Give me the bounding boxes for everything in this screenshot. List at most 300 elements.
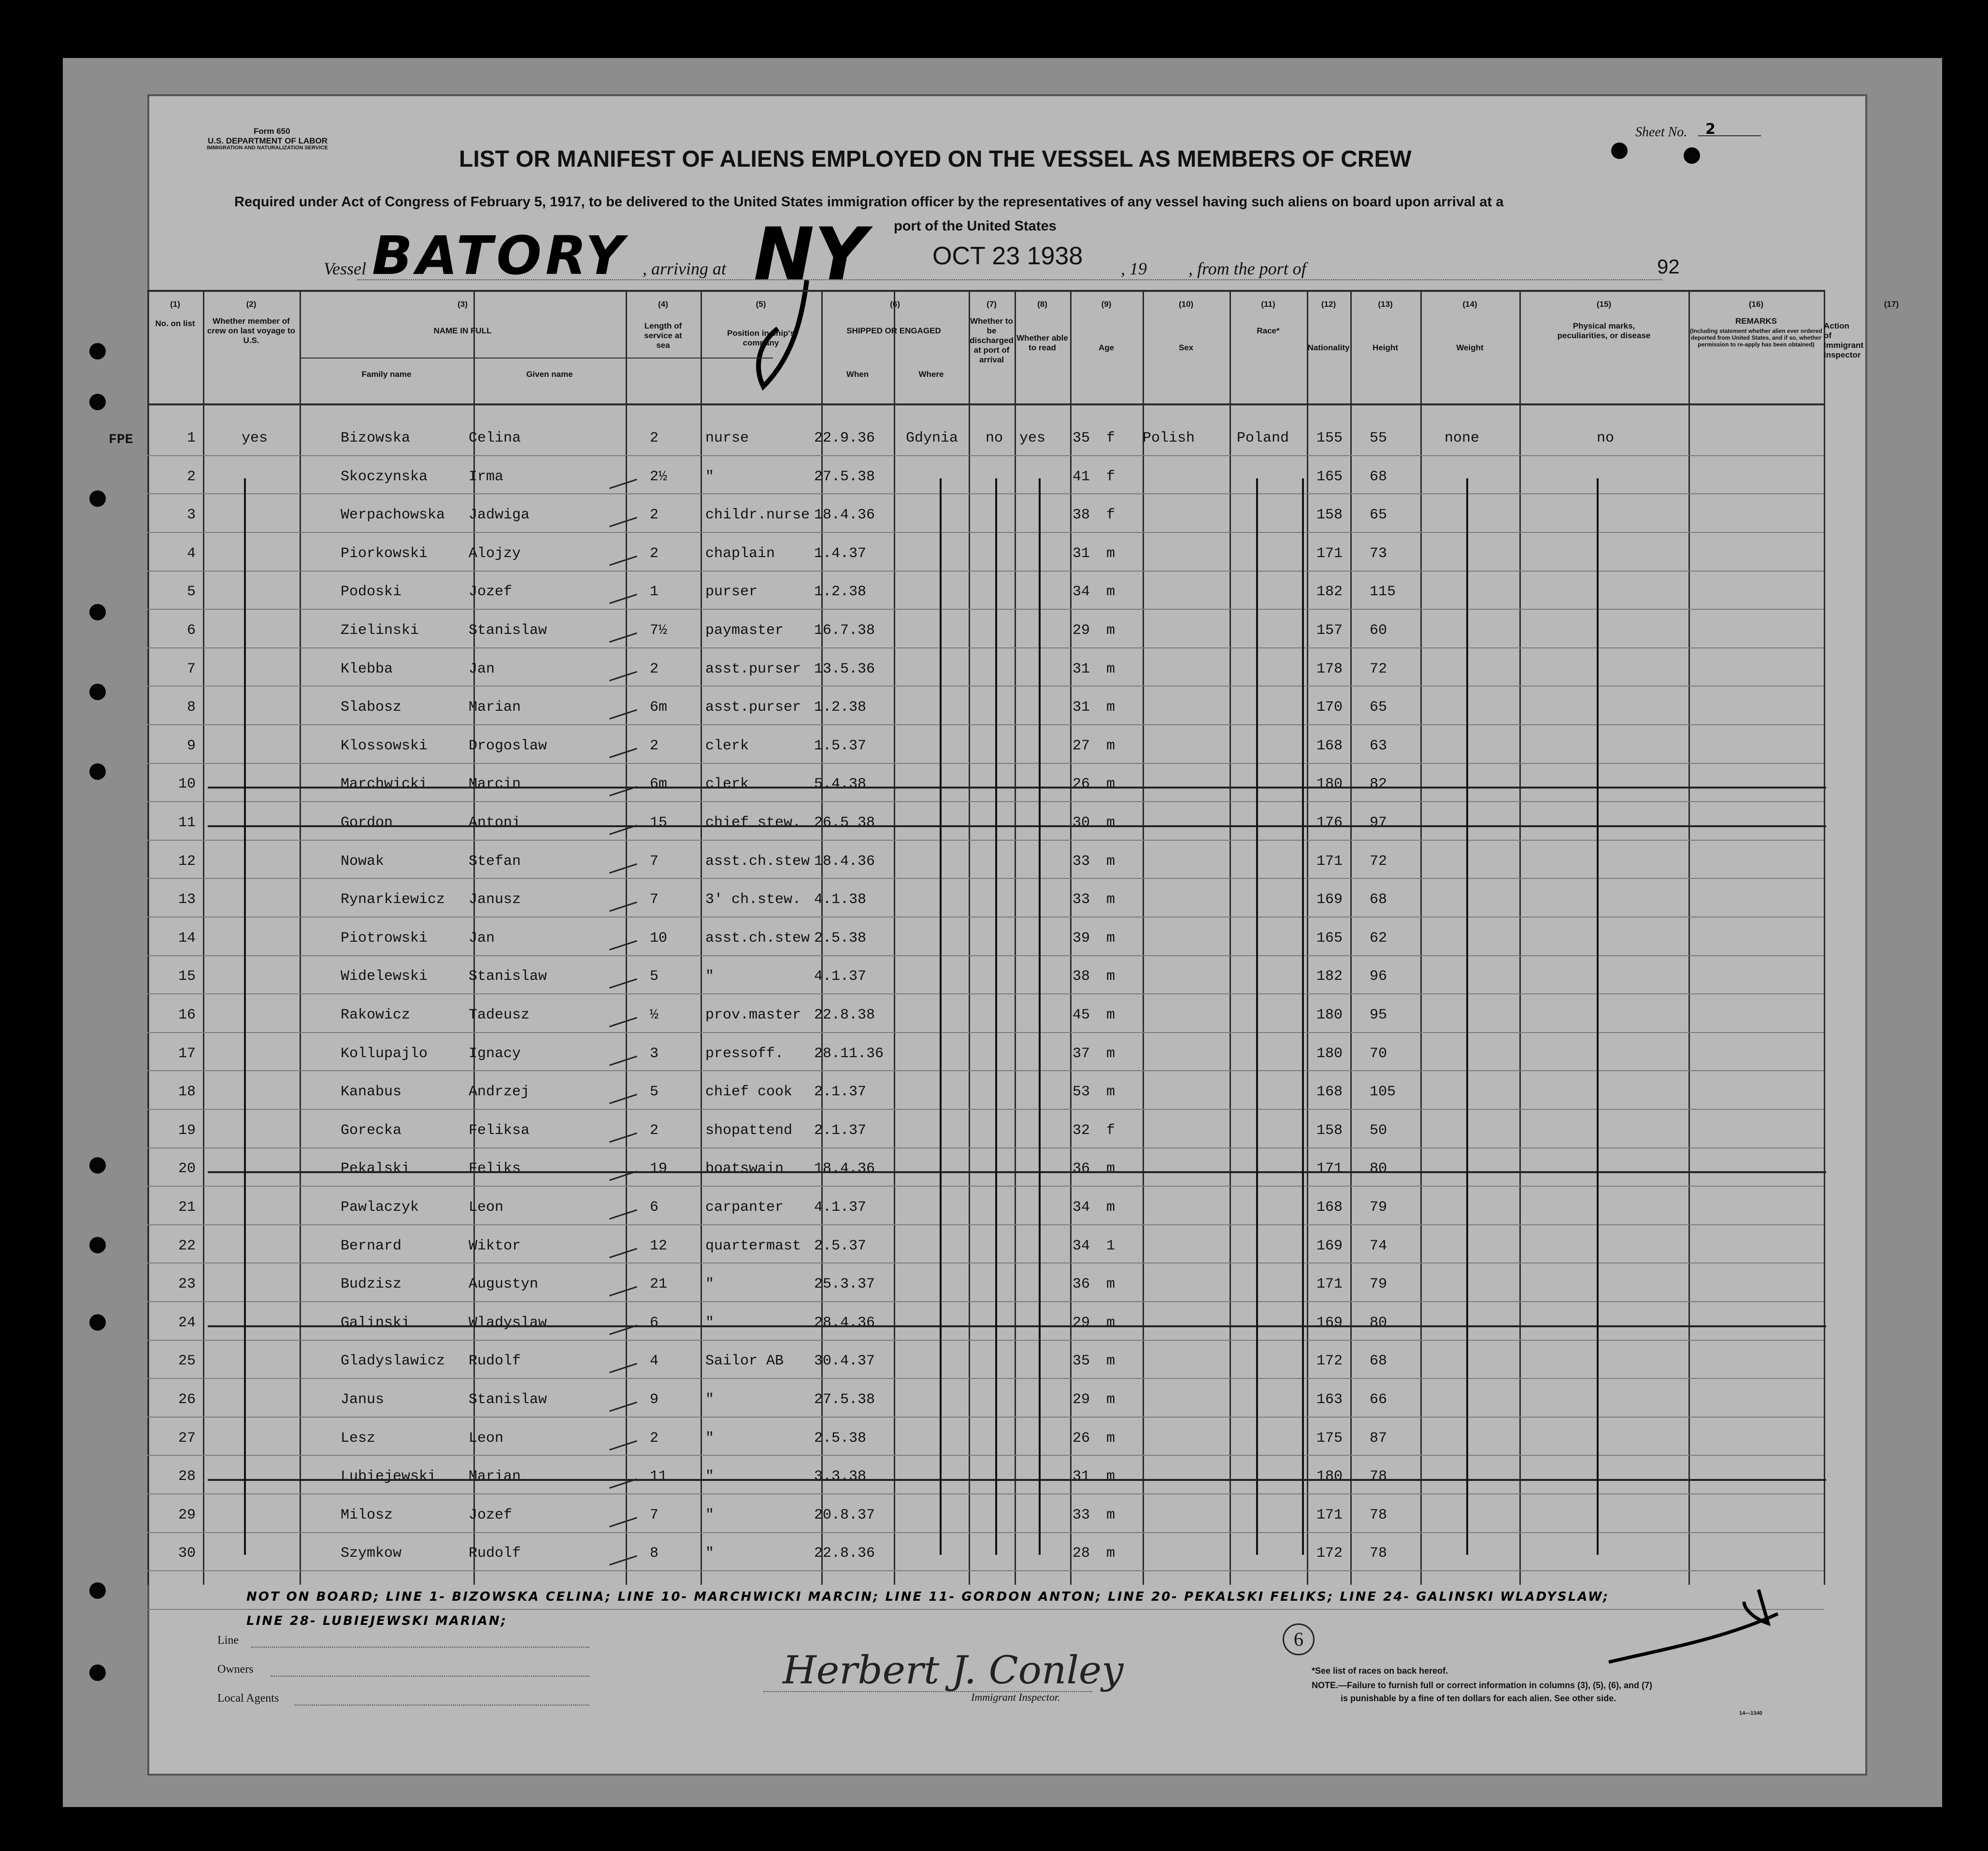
cell-service: 2½ [650,468,668,485]
header-c6: SHIPPED OR ENGAGED [846,326,941,335]
cell-family: Nowak [341,853,385,870]
cell-sex: m [1106,776,1116,793]
cell-family: Werpachowska [341,507,445,524]
row-rule [147,493,1824,494]
service-name: IMMIGRATION AND NATURALIZATION SERVICE [207,145,328,151]
check-tick [609,1209,637,1220]
check-tick [609,940,637,950]
cell-no: 21 [178,1199,196,1216]
cell-given: Jozef [469,1507,513,1523]
cell-height: 165 [1316,930,1343,947]
strike-through [208,1325,1826,1327]
check-tick [609,863,637,873]
cell-family: Gladyslawicz [341,1353,445,1370]
cell-no: 8 [186,699,196,716]
column-number: (11) [1261,300,1275,309]
ditto-line [940,478,942,1555]
cell-when: 1.5.37 [814,737,867,754]
column-rule [1420,290,1422,1585]
page-subtitle-2: port of the United States [894,218,1057,234]
approval-check-mark [1599,1580,1792,1667]
row-rule [147,878,1824,879]
cell-height: 168 [1316,737,1343,754]
cell-age: 53 [1073,1084,1090,1101]
cell-no: 22 [178,1237,196,1254]
not-on-board-note: NOT ON BOARD; LINE 1- BIZOWSKA CELINA; LINE 10- MARCHWICKI MARCIN; LINE 11- GORDON ANTON; LINE 20- PEKALSKI FELIKS; LINE 24- GALINSKI WLADYSLAW; [246,1590,1610,1604]
cell-family: Pekalski [341,1161,411,1177]
cell-when: 4.1.37 [814,1199,867,1216]
cell-position: " [705,1468,715,1485]
cell-age: 38 [1073,968,1090,985]
header-c3a: Family name [361,370,412,379]
cell-family: Widelewski [341,968,428,985]
check-tick [609,748,637,758]
cell-position: chief stew. [705,815,801,831]
cell-position: " [705,1392,715,1408]
row-rule [147,1070,1824,1071]
column-number: (2) [246,300,257,309]
cell-weight: 78 [1370,1507,1387,1523]
cell-no: 14 [178,930,196,947]
binder-hole [89,394,106,410]
row-rule [147,993,1824,994]
cell-weight: 115 [1370,584,1396,601]
cell-prev: yes [242,430,268,446]
cell-given: Alojzy [469,545,521,562]
cell-given: Janusz [469,891,521,908]
column-number: (5) [756,300,766,309]
cell-no: 23 [178,1276,196,1293]
cell-age: 33 [1073,1507,1090,1523]
cell-weight: 68 [1370,468,1387,485]
cell-service: 5 [650,968,659,985]
cell-weight: 105 [1370,1084,1396,1101]
cell-sex: m [1106,1353,1116,1370]
cell-given: Ignacy [469,1045,521,1062]
cell-position: prov.master [705,1007,801,1023]
check-tick [609,1555,637,1565]
binder-hole [89,604,106,620]
cell-sex: m [1106,1007,1116,1023]
cell-when: 2.5.38 [814,1430,867,1447]
column-rule [1015,290,1016,1585]
cell-service: 4 [650,1353,659,1370]
cell-height: 171 [1316,1276,1343,1293]
header-c8: Whether able to read [1016,333,1068,352]
cell-family: Galinski [341,1314,411,1331]
cell-service: 3 [650,1045,659,1062]
crew-table [147,290,1899,1585]
cell-position: quartermast [705,1237,801,1254]
cell-position: childr.nurse [705,507,810,524]
cell-position: 3' ch.stew. [705,891,801,908]
cell-when: 27.5.38 [814,468,875,485]
cell-position: asst.ch.stew [705,853,810,870]
cell-weight: 72 [1370,853,1387,870]
cell-given: Celina [469,430,521,446]
cell-given: Stefan [469,853,521,870]
column-number: (10) [1178,300,1194,309]
cell-family: Rynarkiewicz [341,891,445,908]
cell-height: 155 [1316,430,1343,446]
cell-when: 28.11.36 [814,1045,884,1062]
cell-position: chief cook [705,1084,793,1101]
cell-no: 16 [178,1007,196,1023]
owners-label: Owners [217,1663,254,1676]
header-c12: Nationality [1307,343,1350,352]
agents-label: Local Agents [217,1692,279,1705]
check-tick [609,632,637,643]
page-number: 92 [1657,255,1680,278]
ditto-line [1597,478,1599,1555]
cell-given: Stanislaw [469,968,547,985]
cell-service: 2 [650,1430,659,1447]
cell-no: 12 [178,853,196,870]
cell-when: 1.2.38 [814,699,867,716]
from-port-label: , from the port of [1188,259,1306,278]
cell-service: 12 [650,1237,668,1254]
cell-service: 6 [650,1314,659,1331]
cell-service: 7½ [650,622,668,639]
cell-when: 1.2.38 [814,584,867,601]
cell-service: 2 [650,737,659,754]
column-rule [203,290,204,1585]
cell-no: 20 [178,1161,196,1177]
cell-weight: 97 [1370,815,1387,831]
cell-position: nurse [705,430,749,446]
column-rule [626,290,627,1585]
cell-service: 9 [650,1392,659,1408]
cell-position: " [705,968,715,985]
binder-hole [89,490,106,507]
cell-no: 2 [186,468,196,485]
department-name: U.S. DEPARTMENT OF LABOR [208,136,328,145]
cell-weight: 65 [1370,507,1387,524]
cell-family: Skoczynska [341,468,428,485]
row-rule [147,763,1824,764]
cell-height: 175 [1316,1430,1343,1447]
binder-hole [89,343,106,359]
cell-height: 169 [1316,1237,1343,1254]
cell-family: Lesz [341,1430,376,1447]
cell-service: 7 [650,853,659,870]
cell-no: 30 [178,1545,196,1562]
cell-height: 168 [1316,1199,1343,1216]
cell-no: 29 [178,1507,196,1523]
cell-no: 10 [178,776,196,793]
cell-family: Lubiejewski [341,1468,437,1485]
cell-height: 180 [1316,1045,1343,1062]
column-number: (15) [1596,300,1612,309]
cell-when: 2.1.37 [814,1084,867,1101]
ditto-line [1466,478,1468,1555]
row-rule [147,686,1824,687]
cell-family: Gorecka [341,1122,402,1139]
year-label: , 19 [1121,259,1147,278]
cell-age: 35 [1073,430,1090,446]
cell-weight: 50 [1370,1122,1387,1139]
column-number: (6) [890,300,900,309]
cell-service: 2 [650,507,659,524]
row-rule [147,1186,1824,1187]
cell-when: 2.5.38 [814,930,867,947]
cell-height: 171 [1316,545,1343,562]
fine-note: NOTE.—Failure to furnish full or correct information in columns (3), (5), (6), and (7) [1312,1680,1653,1690]
column-rule [701,290,702,1585]
cell-weight: 79 [1370,1199,1387,1216]
column-number: (3) [458,300,468,309]
cell-service: 1 [650,584,659,601]
row-rule [147,571,1824,572]
cell-given: Tadeusz [469,1007,530,1023]
cell-height: 172 [1316,1545,1343,1562]
header-rule [147,403,1824,405]
cell-position: asst.ch.stew [705,930,810,947]
check-tick [609,1440,637,1450]
circled-count: 6 [1283,1623,1315,1655]
strike-through [208,1479,1826,1481]
cell-weight: 78 [1370,1545,1387,1562]
cell-height: 171 [1316,1161,1343,1177]
column-rule [1519,290,1521,1585]
cell-weight: 78 [1370,1468,1387,1485]
strike-through [208,787,1826,789]
cell-age: 33 [1073,891,1090,908]
cell-age: 33 [1073,853,1090,870]
cell-height: 170 [1316,699,1343,716]
cell-position: paymaster [705,622,784,639]
header-c5: Position in ship's company [727,329,795,347]
cell-family: Kanabus [341,1084,402,1101]
cell-sex: m [1106,853,1116,870]
row-rule [147,1532,1824,1533]
cell-when: 18.4.36 [814,1161,875,1177]
ditto-line [995,478,997,1555]
not-on-board-note-2: LINE 28- LUBIEJEWSKI MARIAN; [246,1614,508,1628]
cell-height: 165 [1316,468,1343,485]
cell-sex: f [1106,1122,1116,1139]
cell-given: Leon [469,1199,504,1216]
cell-sex: m [1106,1468,1116,1485]
column-rule [1350,290,1352,1585]
cell-service: 19 [650,1161,668,1177]
cell-sex: f [1106,430,1116,446]
cell-weight: 62 [1370,930,1387,947]
cell-sex: m [1106,1045,1116,1062]
arriving-label: , arriving at [643,259,727,278]
cell-height: 180 [1316,1007,1343,1023]
check-tick [609,1017,637,1027]
column-number: (1) [170,300,180,309]
owners-field [271,1676,589,1677]
cell-service: 15 [650,815,668,831]
inspector-label: Immigrant Inspector. [971,1691,1060,1703]
vessel-label: Vessel [324,259,366,278]
page-title: LIST OR MANIFEST OF ALIENS EMPLOYED ON THE VESSEL AS MEMBERS OF CREW [459,146,1412,172]
cell-age: 35 [1073,1353,1090,1370]
cell-when: 4.1.37 [814,968,867,985]
binder-hole [89,684,106,700]
cell-family: Budzisz [341,1276,402,1293]
column-number: (9) [1101,300,1112,309]
cell-when: 13.5.36 [814,660,875,677]
ditto-line [1256,478,1258,1555]
header-c6a: When [846,370,869,379]
check-tick [609,1286,637,1296]
row-rule [147,1570,1824,1571]
cell-sex: 1 [1106,1237,1116,1254]
cell-age: 38 [1073,507,1090,524]
row-rule [147,609,1824,610]
column-rule [1307,290,1308,1585]
margin-mark: FPE [109,432,133,447]
cell-service: 2 [650,430,659,446]
line-label: Line [217,1634,239,1647]
cell-family: Kollupajlo [341,1045,428,1062]
cell-sex: m [1106,1276,1116,1293]
cell-no: 28 [178,1468,196,1485]
cell-age: 31 [1073,660,1090,677]
cell-when: 30.4.37 [814,1353,875,1370]
cell-age: 31 [1073,545,1090,562]
cell-family: Janus [341,1392,385,1408]
header-c11: Race* [1257,326,1280,335]
cell-weight: 95 [1370,1007,1387,1023]
cell-when: 2.5.37 [814,1237,867,1254]
binder-hole [1684,147,1700,164]
cell-given: Marcin [469,776,521,793]
cell-when: 22.8.38 [814,1007,875,1023]
name-group-rule [300,358,773,359]
row-rule [147,1301,1824,1302]
cell-sex: m [1106,1199,1116,1216]
column-number: (17) [1884,300,1899,309]
cell-position: asst.purser [705,699,801,716]
cell-given: Jozef [469,584,513,601]
cell-given: Jadwiga [469,507,530,524]
row-rule [147,724,1824,725]
cell-when: 26.5 38 [814,815,875,831]
cell-age: 36 [1073,1276,1090,1293]
fine-note-2: is punishable by a fine of ten dollars for each alien. See other side. [1341,1693,1616,1703]
column-number: (8) [1037,300,1047,309]
row-rule [147,1224,1824,1225]
cell-service: 8 [650,1545,659,1562]
ditto-line [1039,478,1041,1555]
header-c14: Weight [1456,343,1484,352]
cell-given: Marian [469,699,521,716]
cell-sex: m [1106,660,1116,677]
cell-sex: m [1106,930,1116,947]
cell-family: Pawlaczyk [341,1199,419,1216]
cell-position: purser [705,584,758,601]
row-rule [147,1417,1824,1418]
cell-where: Gdynia [906,430,958,446]
cell-family: Piorkowski [341,545,428,562]
cell-when: 1.4.37 [814,545,867,562]
cell-given: Drogoslaw [469,737,547,754]
header-c1: No. on list [155,319,195,328]
cell-when: 2.1.37 [814,1122,867,1139]
row-rule [147,1455,1824,1456]
check-tick [609,709,637,719]
races-note: *See list of races on back hereof. [1312,1666,1448,1676]
cell-no: 15 [178,968,196,985]
cell-family: Podoski [341,584,402,601]
header-c13: Height [1373,343,1398,352]
header-c10: Sex [1178,343,1194,352]
cell-height: 172 [1316,1353,1343,1370]
cell-when: 4.1.38 [814,891,867,908]
cell-no: 18 [178,1084,196,1101]
check-tick [609,556,637,566]
cell-height: 168 [1316,1084,1343,1101]
cell-position: " [705,1314,715,1331]
cell-service: 6 [650,1199,659,1216]
cell-service: 6m [650,699,668,716]
cell-family: Zielinski [341,622,419,639]
binder-hole [89,1237,106,1253]
cell-position: " [705,1430,715,1447]
cell-height: 180 [1316,1468,1343,1485]
cell-no: 26 [178,1392,196,1408]
column-rule [1230,290,1231,1585]
cell-position: shopattend [705,1122,793,1139]
column-rule [969,290,970,1585]
column-rule [894,290,895,1585]
cell-given: Marian [469,1468,521,1485]
binder-hole [89,1582,106,1599]
column-rule [147,290,149,1585]
cell-given: Rudolf [469,1545,521,1562]
check-tick [609,1517,637,1527]
cell-sex: m [1106,968,1116,985]
cell-age: 37 [1073,1045,1090,1062]
sheet-label: Sheet No. [1635,125,1688,140]
cell-family: Szymkow [341,1545,402,1562]
cell-sex: m [1106,891,1116,908]
cell-height: 180 [1316,776,1343,793]
cell-sex: m [1106,545,1116,562]
cell-sex: m [1106,815,1116,831]
cell-service: ½ [650,1007,659,1023]
cell-age: 27 [1073,737,1090,754]
agents-field [295,1705,589,1706]
cell-height: 182 [1316,584,1343,601]
cell-age: 34 [1073,584,1090,601]
cell-position: " [705,1545,715,1562]
form-number: Form 650 [254,127,290,136]
cell-age: 28 [1073,1545,1090,1562]
row-rule [147,1340,1824,1341]
cell-when: 18.4.36 [814,853,875,870]
strike-through [208,825,1826,827]
cell-position: " [705,1507,715,1523]
cell-service: 2 [650,660,659,677]
cell-given: Stanislaw [469,1392,547,1408]
date-stamp: OCT 23 1938 [932,242,1083,270]
column-number: (12) [1321,300,1336,309]
row-rule [147,1109,1824,1110]
cell-family: Klossowski [341,737,428,754]
cell-no: 9 [186,737,196,754]
cell-given: Jan [469,930,495,947]
check-tick [609,478,637,488]
cell-age: 26 [1073,776,1090,793]
row-rule [147,1609,1824,1610]
cell-height: 169 [1316,891,1343,908]
cell-height: 182 [1316,968,1343,985]
